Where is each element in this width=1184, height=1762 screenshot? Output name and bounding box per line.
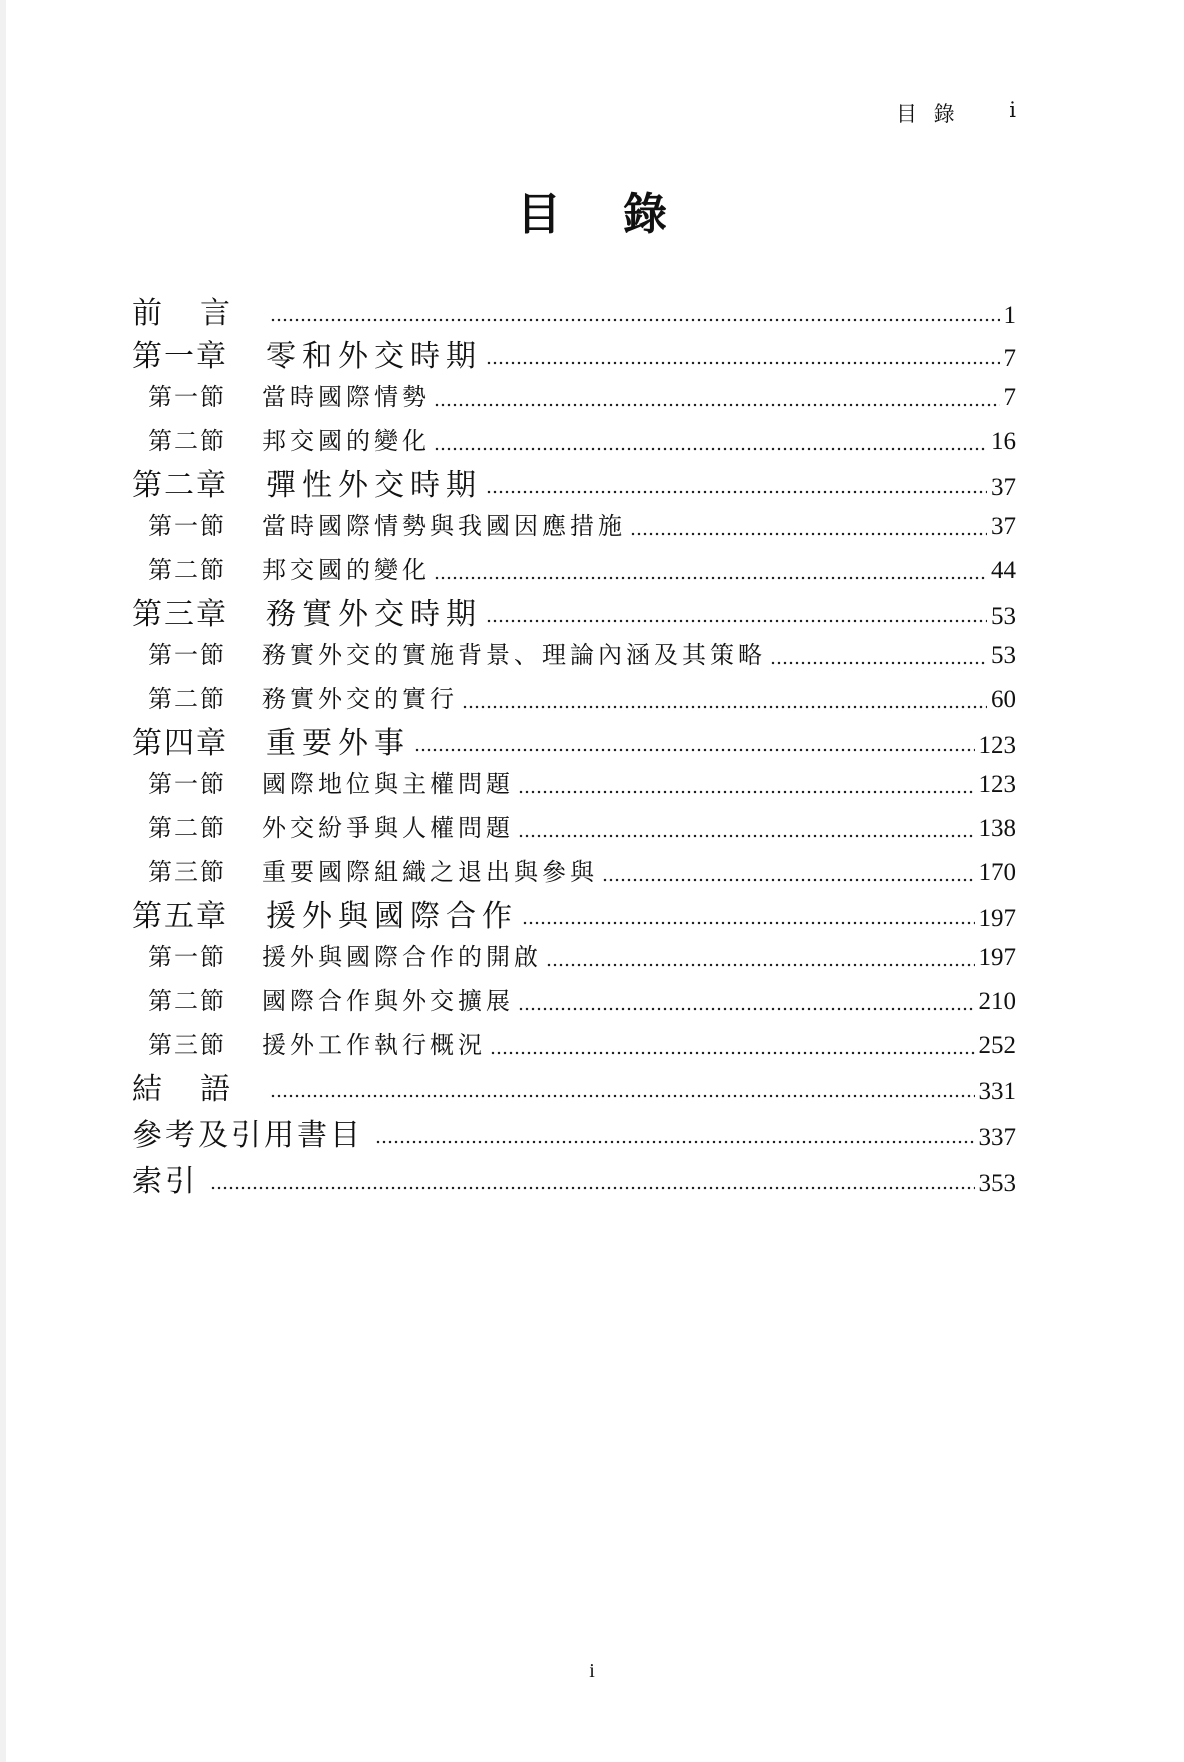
toc-entry-label: 第一節 [148, 641, 226, 669]
dot-leader [630, 532, 987, 536]
toc-entry-title: 重要外事 [266, 726, 410, 761]
toc-entry-section-4-1[interactable] [132, 764, 1016, 804]
toc-entry-chapter-5[interactable] [132, 891, 1016, 935]
toc-entry-page: 44 [991, 557, 1016, 584]
toc-entry-page: 331 [978, 1078, 1016, 1105]
toc-entry-index[interactable] [132, 1156, 1016, 1200]
toc-entry-title: 務實外交的實施背景、理論內涵及其策略 [262, 641, 766, 669]
toc-entry-title: 援外與國際合作 [266, 899, 518, 934]
toc-entry-page: 53 [991, 603, 1016, 630]
toc-entry-chapter-2[interactable] [132, 460, 1016, 504]
toc-entry-title: 國際地位與主權問題 [262, 770, 514, 798]
toc-entry-page: 37 [991, 513, 1016, 540]
toc-entry-label: 索引 [132, 1164, 198, 1199]
toc-entry-section-1-1[interactable] [132, 377, 1016, 417]
toc-entry-label: 第三章 [132, 597, 228, 632]
toc-entry-section-4-2[interactable] [132, 808, 1016, 848]
dot-leader [546, 963, 975, 967]
toc-entry-page: 197 [978, 905, 1016, 932]
toc-entry-page: 337 [978, 1124, 1016, 1151]
dot-leader [770, 661, 987, 665]
toc-entry-page: 60 [991, 686, 1016, 713]
toc-entry-page: 7 [1003, 345, 1016, 372]
toc-entry-title: 零和外交時期 [266, 339, 482, 374]
toc-entry-label: 第二節 [148, 814, 226, 842]
toc-entry-title: 彈性外交時期 [266, 468, 482, 503]
dot-leader [486, 619, 987, 623]
toc-entry-section-5-2[interactable] [132, 981, 1016, 1021]
dot-leader [462, 705, 987, 709]
toc-entry-label: 結語 [132, 1072, 268, 1107]
toc-entry-title: 重要國際組織之退出與參與 [262, 858, 598, 886]
toc-entry-title: 邦交國的變化 [262, 556, 430, 584]
toc-entry-label: 第一節 [148, 770, 226, 798]
toc-entry-title: 當時國際情勢 [262, 383, 430, 411]
toc-entry-page: 37 [991, 474, 1016, 501]
toc-entry-page: 1 [1003, 302, 1016, 329]
toc-entry-title: 國際合作與外交擴展 [262, 987, 514, 1015]
dot-leader [518, 790, 975, 794]
toc-entry-label: 第一章 [132, 339, 228, 374]
toc-entry-label: 第二節 [148, 987, 226, 1015]
toc-entry-label: 第一節 [148, 383, 226, 411]
dot-leader [486, 361, 1000, 365]
toc-entry-label: 第一節 [148, 512, 226, 540]
toc-entry-title: 務實外交的實行 [262, 685, 458, 713]
toc-entry-title: 援外工作執行概況 [262, 1031, 486, 1059]
dot-leader [434, 403, 1000, 407]
toc-entry-page: 252 [978, 1032, 1016, 1059]
toc-entry-page: 7 [1003, 384, 1016, 411]
dot-leader [518, 1007, 975, 1011]
toc-entry-preface[interactable] [132, 288, 1016, 332]
toc-entry-section-5-1[interactable] [132, 937, 1016, 977]
running-head-title: 目 錄 [896, 102, 960, 126]
dot-leader [414, 748, 975, 752]
dot-leader [518, 834, 975, 838]
toc-entry-chapter-4[interactable] [132, 718, 1016, 762]
toc-entry-page: 16 [991, 428, 1016, 455]
toc-entry-label: 第二節 [148, 427, 226, 455]
toc-entry-label: 第二節 [148, 685, 226, 713]
toc-entry-section-3-2[interactable] [132, 679, 1016, 719]
toc-entry-label: 前言 [132, 296, 268, 331]
toc-entry-page: 353 [978, 1170, 1016, 1197]
toc-entry-label: 第二章 [132, 468, 228, 503]
toc-entry-page: 123 [978, 732, 1016, 759]
dot-leader [434, 576, 987, 580]
toc-entry-section-3-1[interactable] [132, 635, 1016, 675]
dot-leader [375, 1140, 975, 1144]
toc-entry-label: 參考及引用書目 [132, 1118, 363, 1153]
toc-entry-label: 第二節 [148, 556, 226, 584]
toc-entry-label: 第一節 [148, 943, 226, 971]
toc-entry-chapter-1[interactable] [132, 331, 1016, 375]
toc-entry-label: 第四章 [132, 726, 228, 761]
running-head-page-number: i [1009, 98, 1016, 122]
toc-entry-chapter-3[interactable] [132, 589, 1016, 633]
toc-entry-section-4-3[interactable] [132, 852, 1016, 892]
dot-leader [486, 490, 987, 494]
toc-entry-page: 197 [978, 944, 1016, 971]
toc-entry-title: 務實外交時期 [266, 597, 482, 632]
toc-entry-page: 170 [978, 859, 1016, 886]
toc-entry-section-5-3[interactable] [132, 1025, 1016, 1065]
toc-entry-section-1-2[interactable] [132, 421, 1016, 461]
toc-entry-page: 123 [978, 771, 1016, 798]
dot-leader [270, 318, 1000, 322]
toc-entry-page: 210 [978, 988, 1016, 1015]
toc-entry-bibliography[interactable] [132, 1110, 1016, 1154]
toc-entry-title: 當時國際情勢與我國因應措施 [262, 512, 626, 540]
running-head [860, 98, 1024, 128]
toc-entry-label: 第五章 [132, 899, 228, 934]
page-footer-number: i [589, 1660, 595, 1682]
toc-entry-label: 第三節 [148, 858, 226, 886]
toc-entry-section-2-2[interactable] [132, 550, 1016, 590]
toc-entry-title: 外交紛爭與人權問題 [262, 814, 514, 842]
toc-entry-page: 138 [978, 815, 1016, 842]
toc-entry-label: 第三節 [148, 1031, 226, 1059]
toc-entry-conclusion[interactable] [132, 1064, 1016, 1108]
dot-leader [434, 447, 987, 451]
toc-entry-section-2-1[interactable] [132, 506, 1016, 546]
toc-entry-title: 邦交國的變化 [262, 427, 430, 455]
toc-entry-page: 53 [991, 642, 1016, 669]
dot-leader [270, 1094, 975, 1098]
dot-leader [210, 1186, 975, 1190]
page-title: 目錄 [517, 189, 729, 240]
dot-leader [522, 921, 975, 925]
toc-entry-title: 援外與國際合作的開啟 [262, 943, 542, 971]
dot-leader [490, 1051, 975, 1055]
dot-leader [602, 878, 975, 882]
